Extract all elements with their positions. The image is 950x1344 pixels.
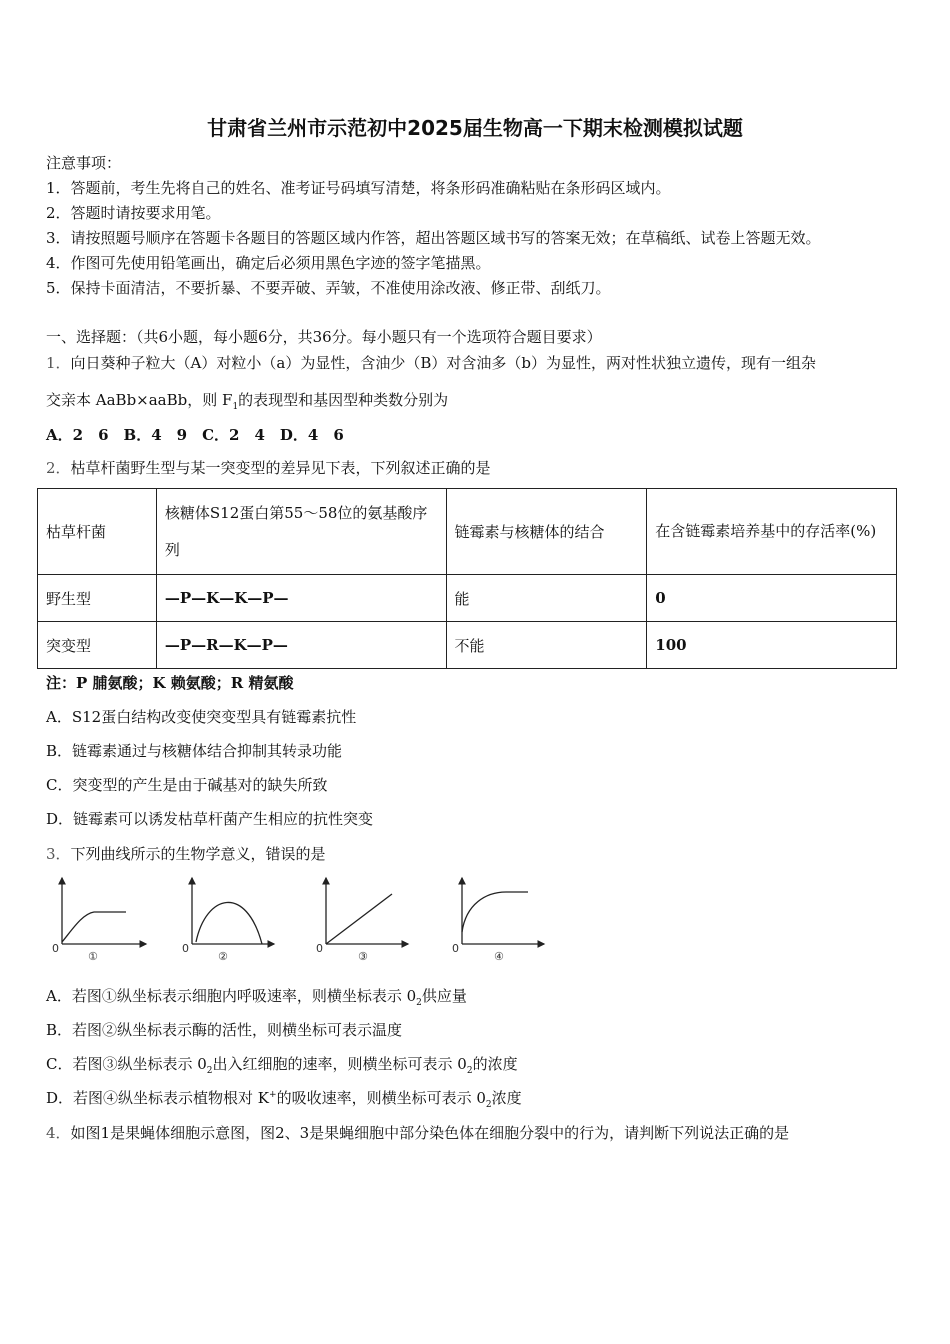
option: C．若图③纵坐标表示 $0_2$出入红细胞的速率，则横坐标可表示 $0_2$的浓度 xyxy=(46,1055,518,1076)
notes-heading: 注意事项： xyxy=(46,154,122,172)
question-text: 下列曲线所示的生物学意义，错误的是 xyxy=(70,845,326,863)
table-header: 链霉素与核糖体的结合 xyxy=(446,489,647,575)
table-header: 在含链霉素培养基中的存活率(%) xyxy=(647,489,897,575)
question-4 xyxy=(46,1122,789,1143)
option: D．若图④纵坐标表示植物根对 K+的吸收速率，则横坐标可表示 $0_2$浓度 xyxy=(46,1089,522,1110)
question-1-options: A．2 6 B．4 9 C．2 4 D．4 6 xyxy=(46,426,344,444)
note-item: 3．请按照题号顺序在答题卡各题目的答题区域内作答，超出答题区域书写的答案无效；在草稿纸、试卷上答题无效。 xyxy=(46,229,821,247)
table-cell: 突变型 xyxy=(38,622,157,669)
option: B．链霉素通过与核糖体结合抑制其转录功能 xyxy=(46,742,343,760)
question-1-cont: 交亲本 AaBb×aaBb，则 $F_1$的表现型和基因型种类数分别为 xyxy=(46,391,449,412)
note-item: 4．作图可先使用铅笔画出，确定后必须用黑色字迹的签字笔描黑。 xyxy=(46,254,491,272)
table-cell: 野生型 xyxy=(38,575,157,622)
curve-1 xyxy=(62,912,126,942)
curve-2 xyxy=(196,902,262,944)
graph-label: ④ xyxy=(494,950,504,963)
question-1 xyxy=(46,352,816,373)
origin-label: 0 xyxy=(316,942,323,955)
question-number: 3． xyxy=(46,845,71,863)
table-cell: 能 xyxy=(446,575,647,622)
table-cell: 100 xyxy=(647,622,897,669)
comparison-table xyxy=(37,488,897,669)
question-number: 2． xyxy=(46,459,71,477)
question-text: 如图1是果蝇体细胞示意图，图2、3是果蝇细胞中部分染色体在细胞分裂中的行为，请判断下列说法正确的是 xyxy=(70,1124,790,1142)
graph-label: ① xyxy=(88,950,98,963)
option: C．突变型的产生是由于碱基对的缺失所致 xyxy=(46,776,328,794)
origin-label: 0 xyxy=(52,942,59,955)
table-header: 枯草杆菌 xyxy=(38,489,157,575)
option: D．链霉素可以诱发枯草杆菌产生相应的抗性突变 xyxy=(46,810,374,828)
table-cell: —P—R—K—P— xyxy=(156,622,446,669)
table-cell: —P—K—K—P— xyxy=(156,575,446,622)
graph-label: ② xyxy=(218,950,228,963)
table-cell: 0 xyxy=(647,575,897,622)
option: B．若图②纵坐标表示酶的活性，则横坐标可表示温度 xyxy=(46,1021,403,1039)
table-cell: 不能 xyxy=(446,622,647,669)
note-item: 2．答题时请按要求用笔。 xyxy=(46,204,221,222)
option: A．若图①纵坐标表示细胞内呼吸速率，则横坐标表示 $0_2$供应量 xyxy=(46,987,467,1008)
table-note: 注：P 脯氨酸；K 赖氨酸；R 精氨酸 xyxy=(46,674,294,692)
origin-label: 0 xyxy=(452,942,459,955)
table-header-row xyxy=(38,489,897,575)
table-row xyxy=(38,575,897,622)
question-3 xyxy=(46,843,326,864)
question-number: 1． xyxy=(46,354,71,372)
curve-3 xyxy=(326,894,392,944)
question-number: 4． xyxy=(46,1124,71,1142)
table-header: 核糖体S12蛋白第55～58位的氨基酸序列 xyxy=(156,489,446,575)
note-item: 1．答题前，考生先将自己的姓名、准考证号码填写清楚，将条形码准确粘贴在条形码区域内。 xyxy=(46,179,671,197)
question-2 xyxy=(46,457,491,478)
curve-4 xyxy=(462,892,528,932)
table-row xyxy=(38,622,897,669)
section-heading: 一、选择题：（共6小题，每小题6分，共36分。每小题只有一个选项符合题目要求） xyxy=(46,328,602,346)
page-title: 甘肃省兰州市示范初中2025届生物高一下期末检测模拟试题 xyxy=(207,116,743,140)
option: A．S12蛋白结构改变使突变型具有链霉素抗性 xyxy=(46,708,357,726)
curve-graphs xyxy=(46,872,566,967)
question-text: 向日葵种子粒大（A）对粒小（a）为显性，含油少（B）对含油多（b）为显性，两对性状独立遗传，现有一组杂 xyxy=(70,354,816,372)
question-text: 枯草杆菌野生型与某一突变型的差异见下表，下列叙述正确的是 xyxy=(70,459,491,477)
graph-label: ③ xyxy=(358,950,368,963)
origin-label: 0 xyxy=(182,942,189,955)
note-item: 5．保持卡面清洁，不要折暴、不要弄破、弄皱，不准使用涂改液、修正带、刮纸刀。 xyxy=(46,279,611,297)
